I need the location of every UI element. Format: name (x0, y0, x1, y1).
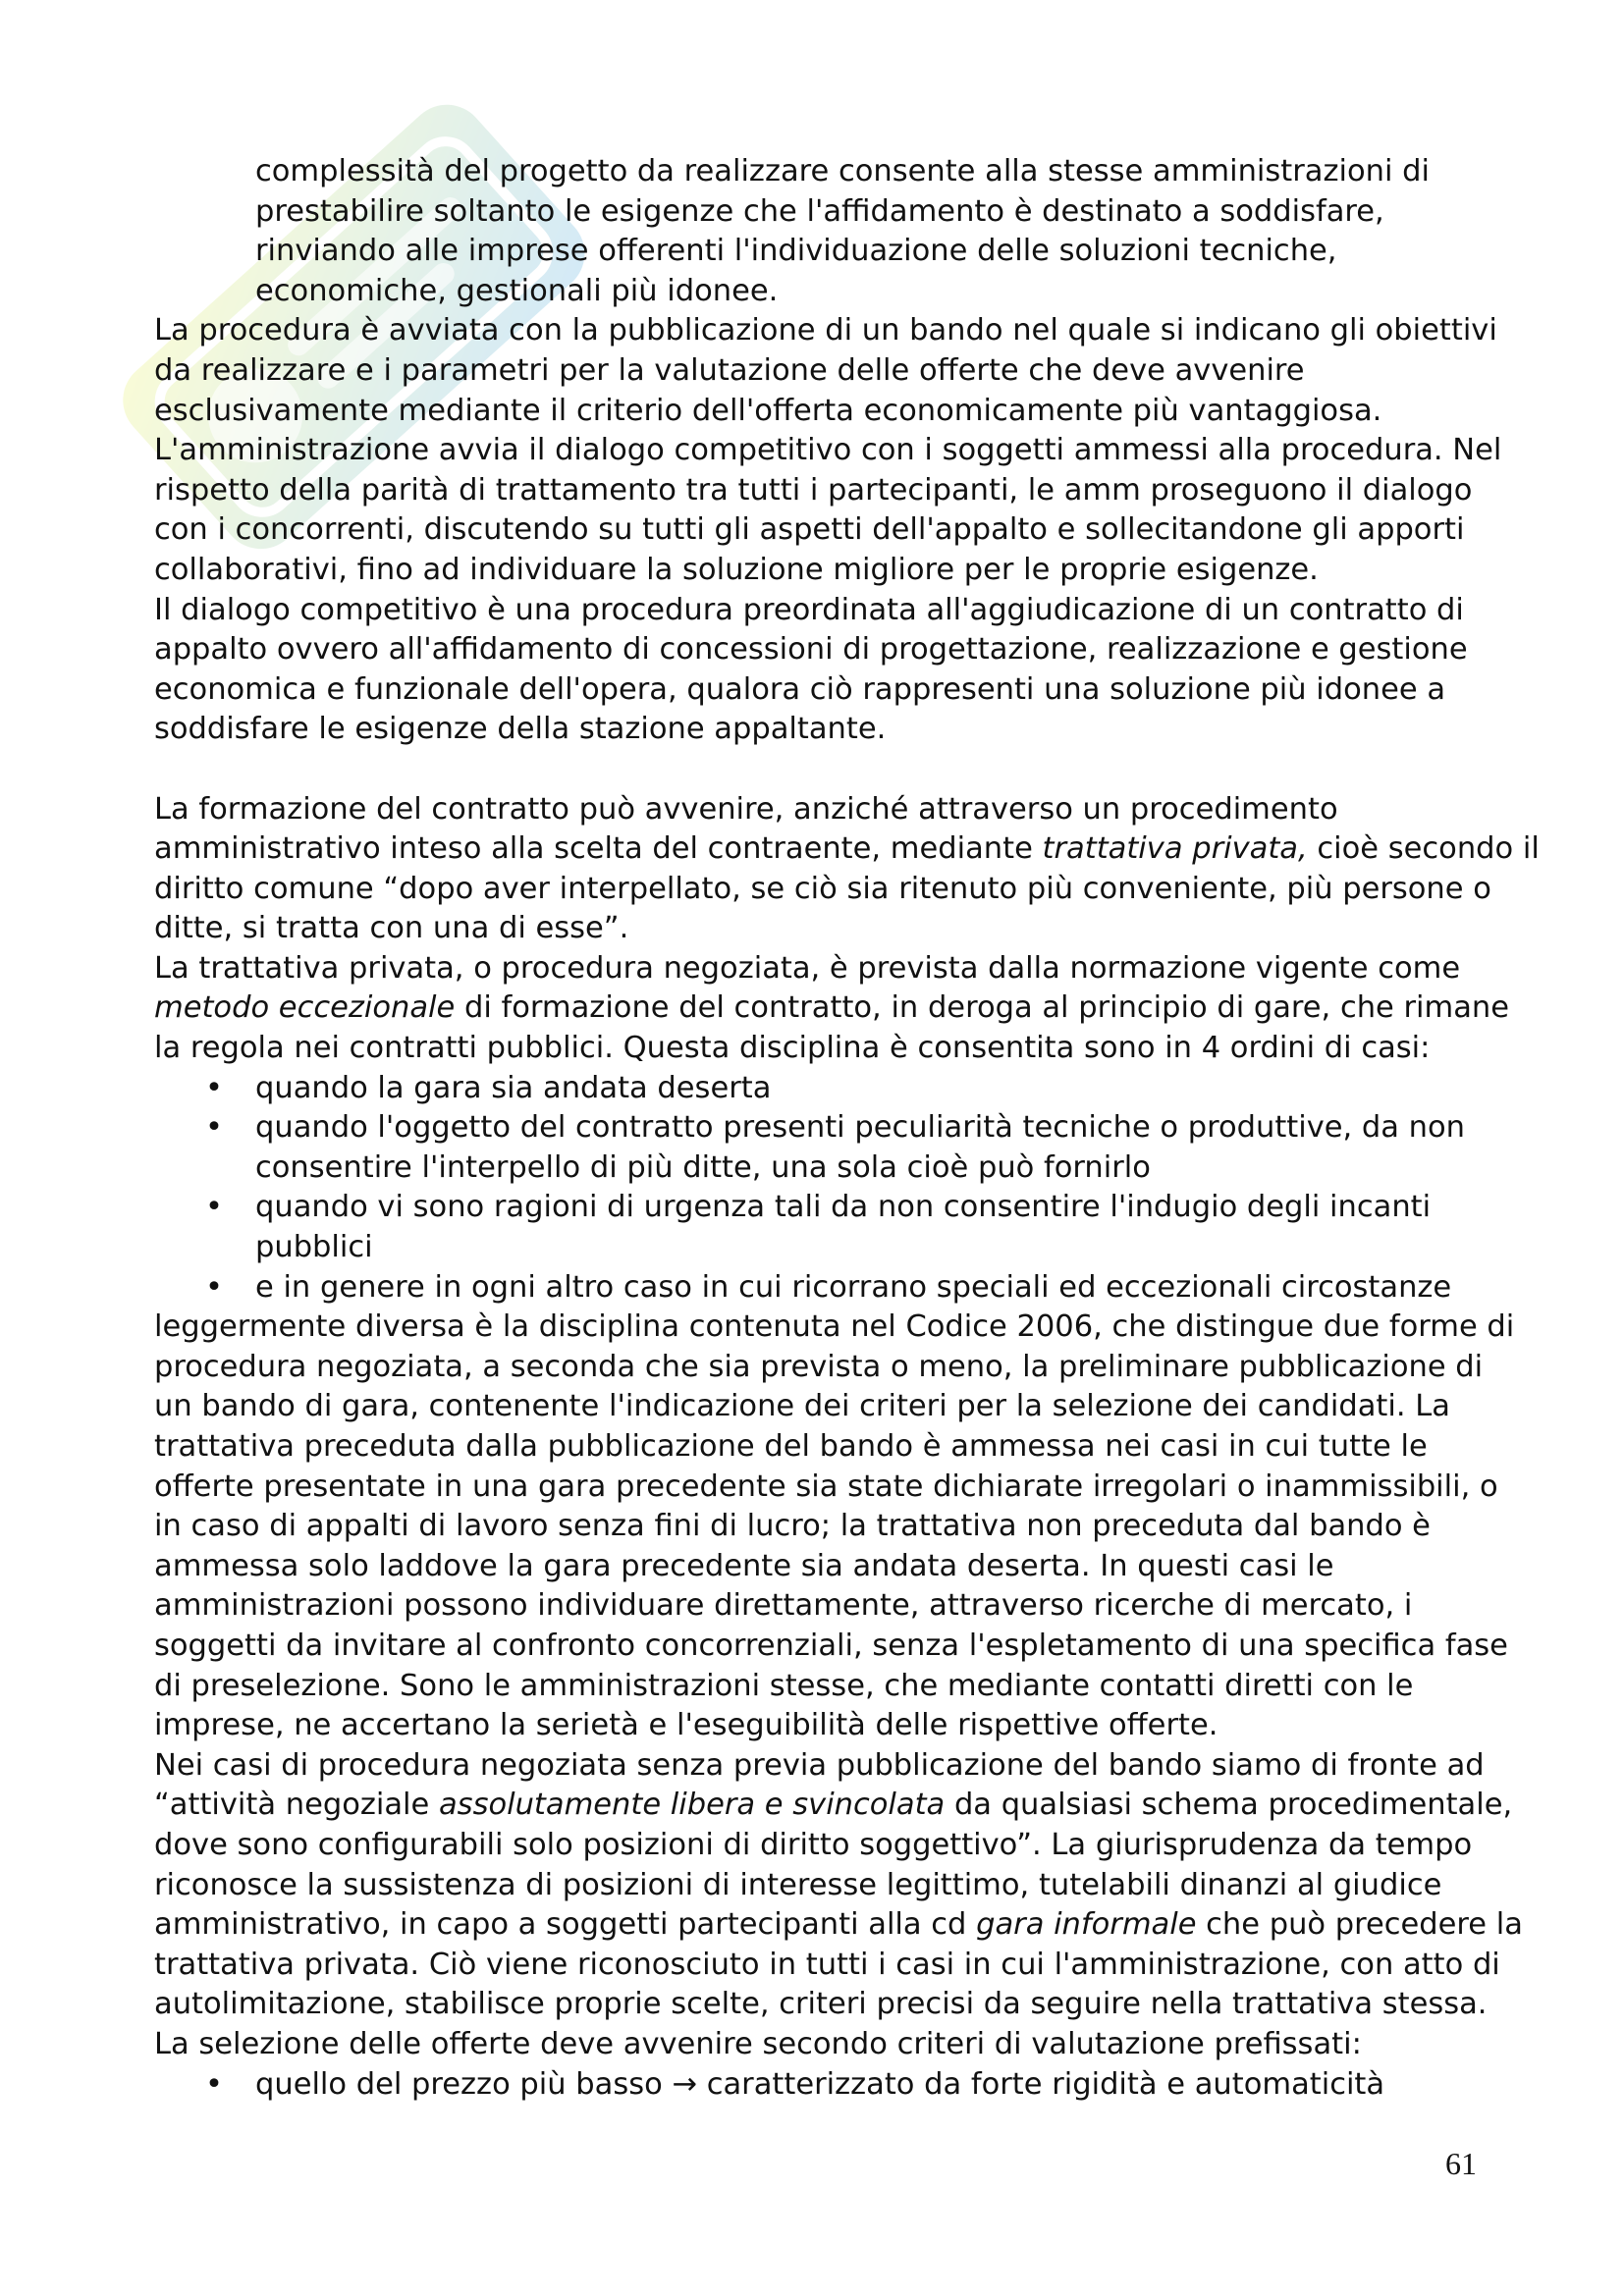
paragraph-spacer (154, 750, 1489, 790)
text-line (154, 1586, 1489, 1627)
bullet-marker: • (205, 2066, 223, 2102)
text-segment: dove sono configurabili solo posizioni di diritto soggettivo”. La giurisprudenza da tempo (154, 1827, 1473, 1862)
text-line (154, 1946, 1500, 1986)
text-line (154, 232, 1489, 272)
text-line (154, 2025, 1489, 2065)
document-body (154, 152, 1540, 2105)
text-segment: La procedura è avviata con la pubblicazione di un bando nel quale si indicano gli obiettivi (154, 313, 1497, 348)
text-line (154, 1706, 1489, 1746)
text-segment: “attività negoziale (154, 1788, 439, 1823)
text-segment: quando vi sono ragioni di urgenza tali da non consentire l'indugio degli incanti (255, 1190, 1432, 1225)
text-segment: consentire l'interpello di più ditte, una sola cioè può fornirlo (255, 1149, 1151, 1185)
text-line (154, 1866, 1489, 1906)
text-line (154, 1667, 1489, 1707)
text-segment: La trattativa privata, o procedura negoziata, è prevista dalla normazione vigente come (154, 950, 1461, 986)
text-line (154, 670, 1489, 711)
text-segment: riconosce la sussistenza di posizioni di interesse legittimo, tutelabili dinanzi al giudice (154, 1867, 1442, 1902)
italic-text: metodo eccezionale (154, 990, 456, 1026)
text-segment: trattativa preceduta dalla pubblicazione del bando è ammessa nei casi in cui tutte le (154, 1429, 1428, 1464)
text-line (154, 1507, 1489, 1547)
text-line (154, 392, 1489, 432)
text-line (154, 790, 1489, 830)
text-line (154, 1468, 1498, 1508)
text-line (154, 1029, 1489, 1069)
text-line (154, 272, 1489, 312)
italic-text: gara informale (976, 1907, 1197, 1943)
page-number: 61 (1445, 2146, 1477, 2181)
text-segment: complessità del progetto da realizzare consente alla stesse amministrazioni di (255, 154, 1430, 188)
text-segment: in caso di appalti di lavoro senza fini di lucro; la trattativa non preceduta dal bando è (154, 1509, 1431, 1544)
text-segment: che può precedere la (1196, 1907, 1523, 1943)
text-segment: offerte presentate in una gara precedente sia state dichiarate irregolari o inammissibili, o (154, 1468, 1498, 1504)
text-line (154, 1985, 1489, 2025)
text-segment: L'amministrazione avvia il dialogo competitivo con i soggetti ammessi alla procedura. Nel (154, 433, 1502, 468)
text-line (154, 192, 1489, 233)
text-line (154, 551, 1489, 591)
text-line (154, 1387, 1489, 1427)
text-segment: un bando di gara, contenente l'indicazione dei criteri per la selezione dei candidati. La (154, 1389, 1450, 1424)
text-segment: rinviando alle imprese offerenti l'individuazione delle soluzioni tecniche, (255, 234, 1337, 269)
text-line (154, 710, 1489, 750)
bullet-marker: • (205, 1110, 223, 1146)
text-segment: la regola nei contratti pubblici. Questa disciplina è consentita sono in 4 ordini di casi: (154, 1031, 1431, 1066)
bullet-marker: • (205, 1070, 223, 1105)
text-segment: quando l'oggetto del contratto presenti peculiarità tecniche o produttive, da non (255, 1110, 1466, 1146)
text-line (154, 591, 1489, 631)
text-segment: Nei casi di procedura negoziata senza previa pubblicazione del bando siamo di fronte ad (154, 1747, 1485, 1783)
bullet-item (154, 1188, 1489, 1228)
text-segment: procedura negoziata, a seconda che sia prevista o meno, la preliminare pubblicazione di (154, 1349, 1484, 1384)
text-line (154, 1746, 1489, 1787)
text-line (154, 431, 1502, 471)
text-line (154, 1547, 1489, 1587)
text-line (154, 1348, 1489, 1388)
text-line (154, 829, 1540, 870)
text-line (154, 1427, 1489, 1468)
italic-text: trattativa privata, (1042, 831, 1308, 867)
text-segment: economica e funzionale dell'opera, qualora ciò rappresenti una soluzione più idonee a (154, 671, 1446, 707)
text-segment: amministrazioni possono individuare direttamente, attraverso ricerche di mercato, i (154, 1588, 1413, 1624)
text-line (154, 1228, 1489, 1268)
text-segment: amministrativo inteso alla scelta del contraente, mediante (154, 831, 1043, 867)
text-segment: economiche, gestionali più idonee. (255, 273, 779, 308)
text-line (154, 152, 1489, 192)
bullet-item (154, 1268, 1489, 1308)
text-line (154, 988, 1510, 1029)
text-segment: soddisfare le esigenze della stazione appaltante. (154, 712, 887, 747)
bullet-marker: • (205, 1269, 223, 1305)
text-segment: quello del prezzo più basso → caratterizzato da forte rigidità e automaticità (255, 2066, 1385, 2102)
text-segment: cioè secondo il (1307, 831, 1540, 867)
text-segment: e in genere in ogni altro caso in cui ricorrano speciali ed eccezionali circostanze (255, 1269, 1452, 1305)
text-segment: ammessa solo laddove la gara precedente sia andata deserta. In questi casi le (154, 1548, 1334, 1583)
text-segment: da qualsiasi schema procedimentale, (945, 1788, 1513, 1823)
text-line (154, 1786, 1513, 1826)
bullet-item (154, 1108, 1489, 1148)
bullet-marker: • (205, 1190, 223, 1225)
text-line (154, 1308, 1515, 1348)
text-line (154, 870, 1489, 910)
text-segment: La selezione delle offerte deve avvenire secondo criteri di valutazione prefissati: (154, 2026, 1362, 2061)
bullet-item (154, 2065, 1489, 2106)
text-line (154, 510, 1489, 551)
italic-text: assolutamente libera e svincolata (438, 1788, 946, 1823)
text-segment: Il dialogo competitivo è una procedura preordinata all'aggiudicazione di un contratto di (154, 592, 1464, 627)
text-line (154, 949, 1489, 989)
text-line (154, 1627, 1508, 1667)
text-segment: di preselezione. Sono le amministrazioni stesse, che mediante contatti diretti con le (154, 1668, 1414, 1703)
text-segment: autolimitazione, stabilisce proprie scelte, criteri precisi da seguire nella trattativa stessa. (154, 1987, 1488, 2022)
text-segment: ditte, si tratta con una di esse”. (154, 911, 629, 946)
text-segment: con i concorrenti, discutendo su tutti gli aspetti dell'appalto e sollecitandone gli apporti (154, 512, 1465, 548)
text-line (154, 471, 1489, 511)
text-segment: La formazione del contratto può avvenire, anziché attraverso un procedimento (154, 791, 1338, 827)
text-line (154, 351, 1489, 392)
text-line (154, 311, 1497, 351)
text-segment: pubblici (255, 1230, 373, 1265)
text-segment: trattativa privata. Ciò viene riconosciuto in tutti i casi in cui l'amministrazione, con atto di (154, 1947, 1500, 1982)
text-segment: quando la gara sia andata deserta (255, 1070, 772, 1105)
text-segment: rispetto della parità di trattamento tra tutti i partecipanti, le amm proseguono il dialogo (154, 472, 1473, 507)
bullet-item (154, 1069, 1489, 1109)
text-line (154, 909, 1489, 949)
text-segment: amministrativo, in capo a soggetti partecipanti alla cd (154, 1907, 977, 1943)
text-line (154, 630, 1489, 670)
text-segment: imprese, ne accertano la serietà e l'eseguibilità delle rispettive offerte. (154, 1708, 1218, 1743)
text-segment: appalto ovvero all'affidamento di concessioni di progettazione, realizzazione e gestione (154, 632, 1468, 667)
text-segment: di formazione del contratto, in deroga al principio di gare, che rimane (455, 990, 1510, 1026)
text-line (154, 1148, 1489, 1189)
text-segment: esclusivamente mediante il criterio dell'offerta economicamente più vantaggiosa. (154, 393, 1382, 428)
text-segment: da realizzare e i parametri per la valutazione delle offerte che deve avvenire (154, 352, 1305, 388)
text-line (154, 1826, 1489, 1866)
text-segment: collaborativi, fino ad individuare la soluzione migliore per le proprie esigenze. (154, 552, 1319, 587)
text-segment: diritto comune “dopo aver interpellato, se ciò sia ritenuto più conveniente, più persone o (154, 871, 1491, 906)
text-line (154, 1905, 1523, 1946)
text-segment: soggetti da invitare al confronto concorrenziali, senza l'espletamento di una specifica fase (154, 1628, 1508, 1663)
text-segment: prestabilire soltanto le esigenze che l'affidamento è destinato a soddisfare, (255, 193, 1384, 229)
text-segment: leggermente diversa è la disciplina contenuta nel Codice 2006, che distingue due forme di (154, 1309, 1515, 1345)
